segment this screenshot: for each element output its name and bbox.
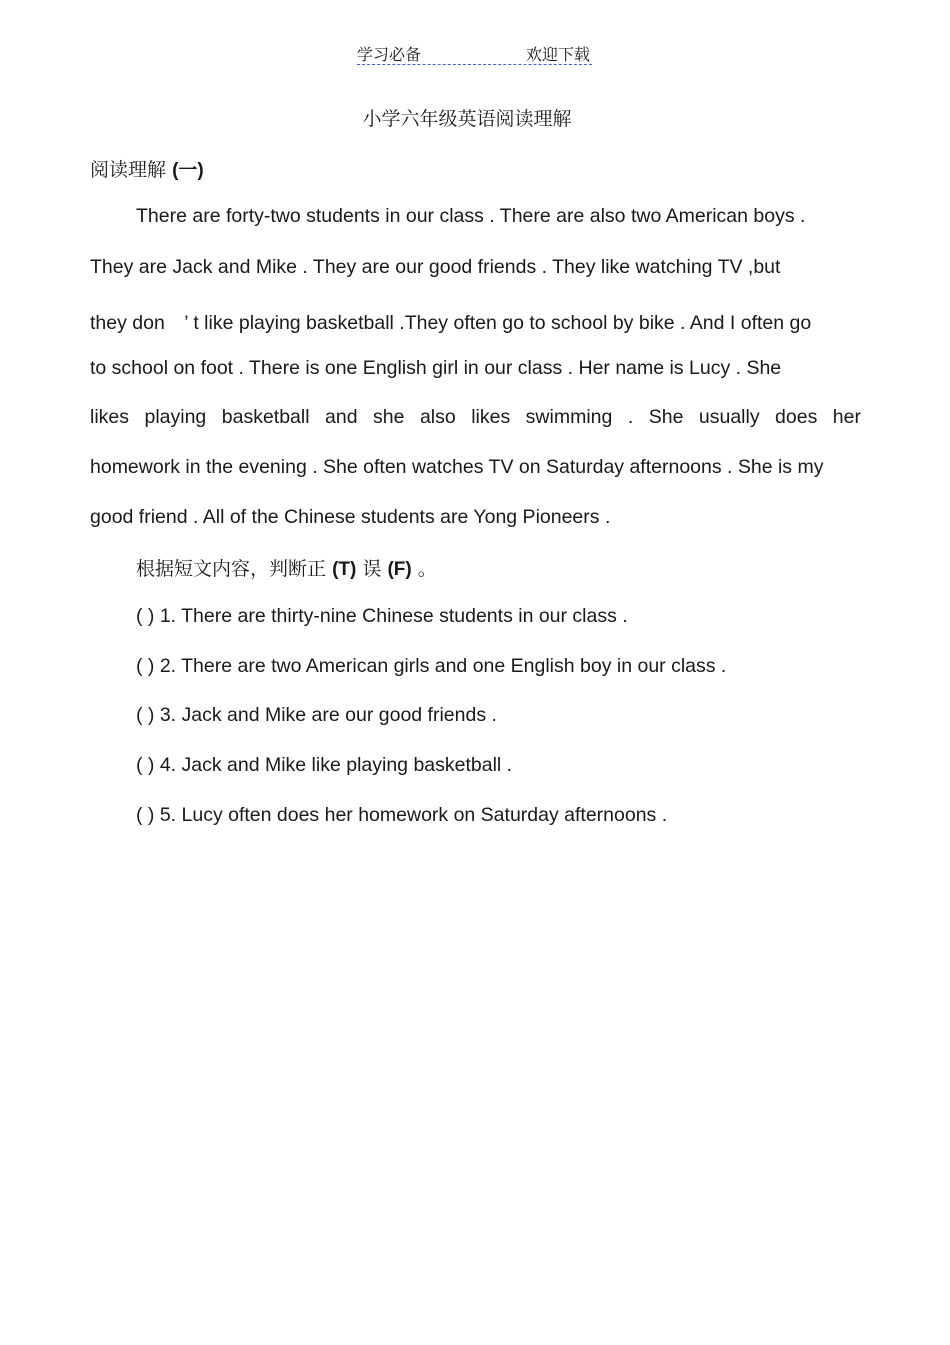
section-heading	[90, 155, 204, 182]
instruction	[136, 554, 437, 581]
question-item: ( ) 2. There are two American girls and one English boy in our class .	[136, 655, 727, 677]
header-right-text: 欢迎下载	[525, 45, 590, 64]
question-item: ( ) 3. Jack and Mike are our good friends .	[136, 704, 497, 726]
passage-line-3: they don ’ t like playing basketball .They often go to school by bike . And I often go	[90, 312, 812, 334]
passage-line-5: likes playing basketball and she also likes swimming . She usually does her	[90, 406, 861, 428]
passage-line-1: There are forty-two students in our class . There are also two American boys .	[136, 205, 806, 227]
passage-line-4: to school on foot . There is one English girl in our class . Her name is Lucy . She	[90, 357, 782, 379]
document-title: 小学六年级英语阅读理解	[362, 108, 572, 130]
instruction-text-wrong: 误	[362, 558, 382, 580]
passage-line-2: They are Jack and Mike . They are our good friends . They like watching TV ,but	[90, 256, 781, 278]
passage-line-6: homework in the evening . She often watches TV on Saturday afternoons . She is my	[90, 456, 824, 478]
passage-line-7: good friend . All of the Chinese students are Yong Pioneers .	[90, 506, 611, 528]
question-item: ( ) 4. Jack and Mike like playing basketball .	[136, 754, 513, 776]
instruction-false-marker: (F)	[387, 559, 412, 580]
page-header	[357, 40, 592, 65]
instruction-true-marker: (T)	[332, 559, 357, 580]
question-item: ( ) 1. There are thirty-nine Chinese students in our class .	[136, 605, 628, 627]
section-heading-text: 阅读理解	[90, 159, 167, 181]
section-heading-number: (一)	[172, 160, 204, 181]
instruction-period: 。	[417, 558, 437, 580]
instruction-text: 根据短文内容，判断正	[136, 558, 327, 580]
header-left-text: 学习必备	[357, 45, 422, 64]
question-item: ( ) 5. Lucy often does her homework on Saturday afternoons .	[136, 804, 668, 826]
